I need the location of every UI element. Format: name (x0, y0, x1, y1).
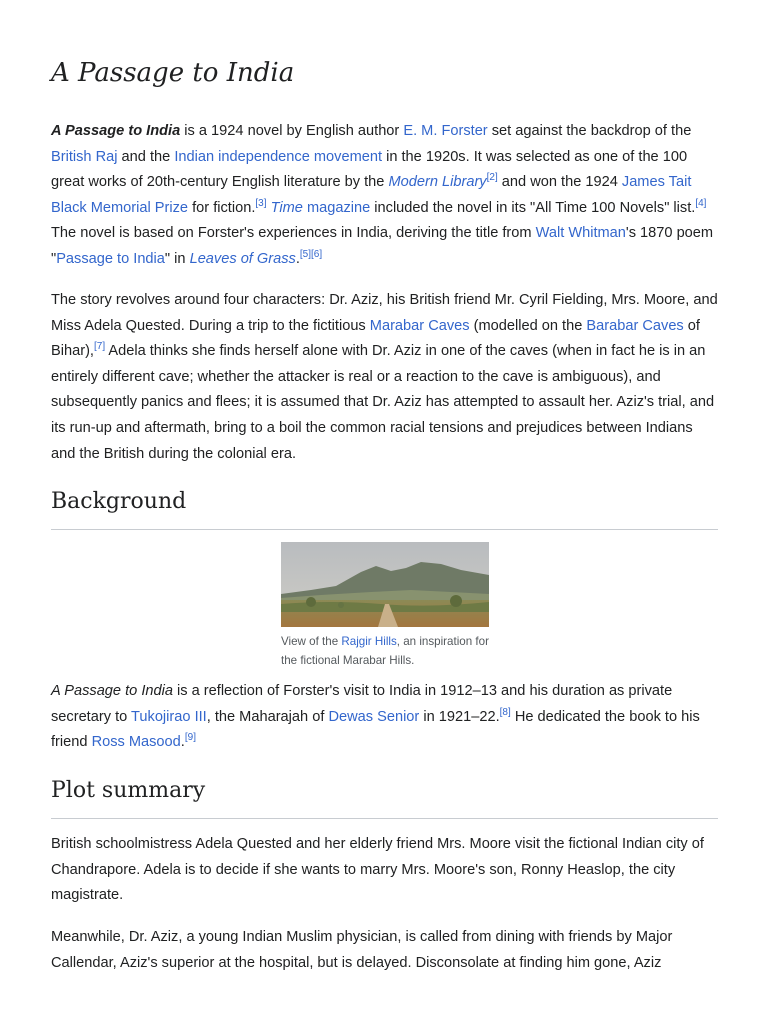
figure-caption: View of the Rajgir Hills, an inspiration for the fictional Marabar Hills. (281, 635, 489, 667)
citation-7[interactable]: [7] (93, 341, 106, 353)
link-marabar-caves[interactable]: Marabar Caves (369, 317, 470, 334)
citation-3[interactable]: [3] (255, 197, 267, 209)
section-heading-plot-summary[interactable]: Plot summary (51, 774, 718, 819)
bold-title: A Passage to India (51, 123, 181, 139)
link-barabar-caves[interactable]: Barabar Caves (586, 317, 684, 334)
link-ross-masood[interactable]: Ross Masood (91, 734, 181, 751)
link-walt-whitman[interactable]: Walt Whitman (535, 225, 626, 242)
link-british-raj[interactable]: British Raj (51, 148, 118, 165)
background-figure (281, 542, 489, 670)
link-time-magazine[interactable]: Time magazine (270, 199, 371, 216)
background-paragraph: A Passage to India is a reflection of Forster's visit to India in 1912–13 and his duration as private secretary to Tukojirao III, the Maharajah of Dewas Senior in 1921–22.[8] He dedicated the book to his friend Ross Masood.[9] (51, 683, 700, 751)
citation-2[interactable]: [2] (486, 172, 498, 184)
citation-5-6[interactable]: [5][6] (299, 248, 323, 260)
section-heading-background[interactable]: Background (51, 485, 718, 530)
link-james-tait-black-prize[interactable]: James Tait Black Memorial Prize (51, 174, 692, 216)
rajgir-hills-image[interactable] (281, 542, 489, 627)
intro-paragraph-1: A Passage to India is a 1924 novel by English author E. M. Forster set against the backdrop of the British Raj and the Indian independence movement in the 1920s. It was selected as one of the 100 great works of 20th-century English literature by the Modern Library[2] and won the 1924 James Tait Black Memorial Prize for fiction.[3] Time magazine included the novel in its "All Time 100 Novels" list.[4] The novel is based on Forster's experiences in India, deriving the title from Walt Whitman's 1870 poem "Passage to India" in Leaves of Grass.[5][6] (51, 123, 714, 267)
link-modern-library[interactable]: Modern Library (388, 174, 487, 191)
link-indian-independence-movement[interactable]: Indian independence movement (174, 148, 383, 165)
citation-8[interactable]: [8] (499, 706, 511, 718)
link-leaves-of-grass[interactable]: Leaves of Grass (189, 250, 296, 267)
plot-paragraph-2: Meanwhile, Dr. Aziz, a young Indian Muslim physician, is called from dining with friends by Major Callendar, Aziz's superior at the hospital, but is delayed. Disconsolate at finding him gone, Aziz (51, 929, 673, 971)
citation-4[interactable]: [4] (695, 197, 707, 209)
link-em-forster[interactable]: E. M. Forster (403, 123, 488, 139)
link-passage-to-india-poem[interactable]: Passage to India (56, 250, 165, 267)
citation-9[interactable]: [9] (184, 732, 196, 744)
intro-paragraph-2: The story revolves around four characters: Dr. Aziz, his British friend Mr. Cyril Fielding, Mrs. Moore, and Miss Adela Quested. During a trip to the fictitious Marabar Caves (modelled on the Barabar Caves of Bihar),[7] Adela thinks she finds herself alone with Dr. Aziz in one of the caves (when in fact he is in an entirely different cave; whether the attacker is real or a reaction to the cave is ambiguous), and subsequently panics and flees; it is assumed that Dr. Aziz has attempted to assault her. Aziz's trial, and its run-up and aftermath, bring to a boil the common racial tensions and prejudices between Indians and the British during the colonial era. (51, 292, 718, 462)
plot-paragraph-1: British schoolmistress Adela Quested and her elderly friend Mrs. Moore visit the fictional Indian city of Chandrapore. Adela is to decide if she wants to marry Mrs. Moore's son, Ronny Heaslop, the city magistrate. (51, 836, 704, 904)
page-title: A Passage to India (51, 58, 295, 88)
link-rajgir-hills[interactable]: Rajgir Hills (341, 635, 397, 648)
link-tukojirao-iii[interactable]: Tukojirao III (131, 708, 207, 725)
link-dewas-senior[interactable]: Dewas Senior (328, 708, 420, 725)
